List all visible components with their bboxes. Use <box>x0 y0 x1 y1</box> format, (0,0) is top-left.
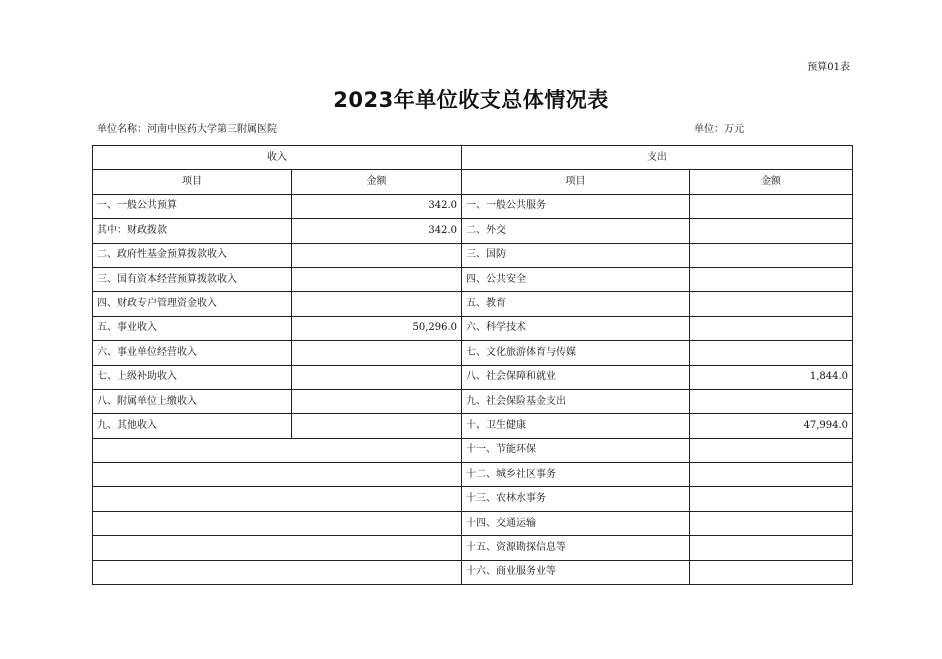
table-row <box>93 292 853 316</box>
page-title: 2023年单位收支总体情况表 <box>333 88 609 112</box>
budget-table <box>92 145 853 585</box>
expense-item-amount <box>690 560 853 584</box>
table-row <box>93 365 853 389</box>
expense-item-label: 九、社会保险基金支出 <box>462 389 690 413</box>
expense-item-amount <box>690 316 853 340</box>
income-item-amount: 342.0 <box>292 194 462 218</box>
table-row <box>93 487 853 511</box>
income-empty-cell <box>93 560 462 584</box>
expense-item-amount: 1,844.0 <box>690 365 853 389</box>
income-item-label: 其中：财政拨款 <box>93 219 292 243</box>
expense-item-label: 八、社会保障和就业 <box>462 365 690 389</box>
expense-item-label: 十五、资源勘探信息等 <box>462 536 690 560</box>
expense-item-amount <box>690 487 853 511</box>
income-item-amount <box>292 365 462 389</box>
expense-item-amount: 47,994.0 <box>690 414 853 438</box>
expense-item-amount <box>690 389 853 413</box>
column-header-row <box>93 170 853 194</box>
expense-item-label: 七、文化旅游体育与传媒 <box>462 341 690 365</box>
income-item-amount <box>292 267 462 291</box>
table-row <box>93 389 853 413</box>
table-row <box>93 316 853 340</box>
table-row <box>93 560 853 584</box>
income-empty-cell <box>93 536 462 560</box>
expense-item-label: 十一、节能环保 <box>462 438 690 462</box>
income-empty-cell <box>93 511 462 535</box>
income-item-amount <box>292 341 462 365</box>
expense-item-amount <box>690 219 853 243</box>
expense-item-amount <box>690 463 853 487</box>
income-item-amount <box>292 414 462 438</box>
unit-name: 单位名称：河南中医药大学第三附属医院 <box>97 124 277 135</box>
income-amount-header: 金额 <box>292 170 462 194</box>
table-row <box>93 511 853 535</box>
income-section-header: 收入 <box>93 146 462 170</box>
currency-unit: 单位：万元 <box>694 124 744 135</box>
income-empty-cell <box>93 463 462 487</box>
income-item-amount <box>292 243 462 267</box>
table-row <box>93 341 853 365</box>
income-item-amount <box>292 389 462 413</box>
table-row <box>93 536 853 560</box>
income-item-label: 五、事业收入 <box>93 316 292 340</box>
income-item-amount <box>292 292 462 316</box>
income-item-label: 九、其他收入 <box>93 414 292 438</box>
expense-item-header: 项目 <box>462 170 690 194</box>
expense-item-amount <box>690 243 853 267</box>
income-item-amount: 342.0 <box>292 219 462 243</box>
income-empty-cell <box>93 487 462 511</box>
expense-item-amount <box>690 536 853 560</box>
income-item-label: 八、附属单位上缴收入 <box>93 389 292 413</box>
income-item-label: 四、财政专户管理资金收入 <box>93 292 292 316</box>
expense-item-label: 十四、交通运输 <box>462 511 690 535</box>
expense-item-label: 二、外交 <box>462 219 690 243</box>
expense-item-label: 十二、城乡社区事务 <box>462 463 690 487</box>
expense-item-amount <box>690 292 853 316</box>
expense-item-label: 十、卫生健康 <box>462 414 690 438</box>
expense-section-header: 支出 <box>462 146 853 170</box>
form-number: 预算01表 <box>807 62 850 73</box>
income-item-header: 项目 <box>93 170 292 194</box>
income-item-label: 三、国有资本经营预算拨款收入 <box>93 267 292 291</box>
table-row <box>93 243 853 267</box>
income-item-label: 六、事业单位经营收入 <box>93 341 292 365</box>
expense-item-amount <box>690 511 853 535</box>
expense-item-amount <box>690 267 853 291</box>
expense-item-label: 十三、农林水事务 <box>462 487 690 511</box>
table-row <box>93 219 853 243</box>
table-row <box>93 414 853 438</box>
expense-item-amount <box>690 194 853 218</box>
expense-item-label: 五、教育 <box>462 292 690 316</box>
income-item-amount: 50,296.0 <box>292 316 462 340</box>
expense-item-amount <box>690 341 853 365</box>
income-empty-cell <box>93 438 462 462</box>
expense-item-label: 十六、商业服务业等 <box>462 560 690 584</box>
income-item-label: 七、上级补助收入 <box>93 365 292 389</box>
unit-info-line <box>97 120 849 134</box>
expense-item-label: 六、科学技术 <box>462 316 690 340</box>
table-row <box>93 194 853 218</box>
income-item-label: 二、政府性基金预算拨款收入 <box>93 243 292 267</box>
table-row <box>93 267 853 291</box>
expense-item-amount <box>690 438 853 462</box>
table-row <box>93 438 853 462</box>
table-row <box>93 463 853 487</box>
section-header-row <box>93 146 853 170</box>
expense-item-label: 三、国防 <box>462 243 690 267</box>
expense-item-label: 四、公共安全 <box>462 267 690 291</box>
income-item-label: 一、一般公共预算 <box>93 194 292 218</box>
expense-amount-header: 金额 <box>690 170 853 194</box>
expense-item-label: 一、一般公共服务 <box>462 194 690 218</box>
